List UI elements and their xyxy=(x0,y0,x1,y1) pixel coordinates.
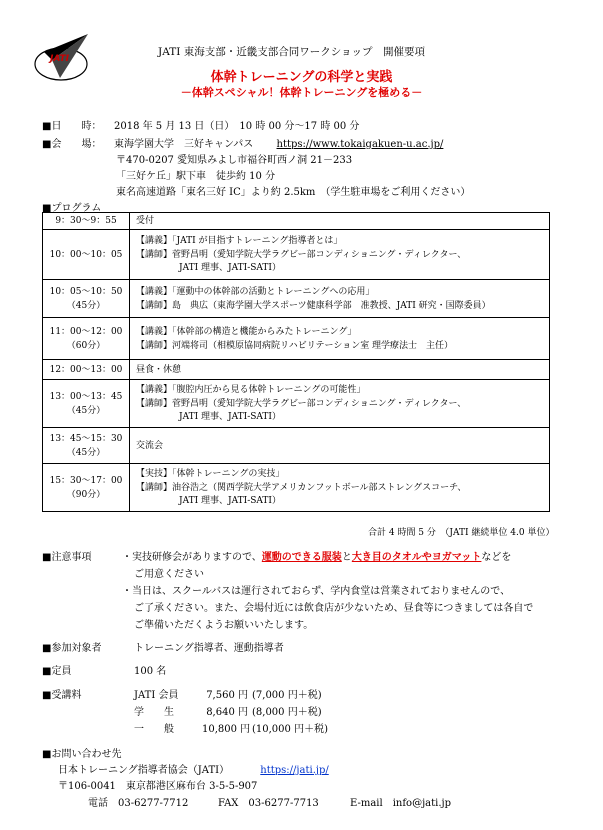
contact-fax: FAX 03-6277-7713 xyxy=(218,798,319,809)
fee-label: ■受講料 xyxy=(42,690,82,701)
program-row xyxy=(43,360,550,380)
program-content: 【講義】「腹腔内圧から見る体幹トレーニングの可能性」 【講師】菅野昌明（愛知学院大学ラグビー部コンディショニング・ディレクター、 JATI 理事、JATI-SATI） xyxy=(130,380,550,428)
program-content: 受付 xyxy=(130,213,550,230)
program-row xyxy=(43,318,550,360)
program-row xyxy=(43,213,550,230)
program-table xyxy=(42,212,550,512)
contact-address: 〒106-0041 東京都港区麻布台 3-5-5-907 xyxy=(58,781,258,792)
note-1-cont: ご用意ください xyxy=(134,569,204,580)
contact-label: ■お問い合わせ先 xyxy=(42,749,122,760)
note-2-cont2: ご準備いただくようお願いいたします。 xyxy=(134,620,314,631)
program-total: 合計 4 時間 5 分 （JATI 継続単位 4.0 単位） xyxy=(368,528,555,538)
program-row xyxy=(43,464,550,512)
target-value: トレーニング指導者、運動指導者 xyxy=(134,643,284,654)
program-row xyxy=(43,428,550,464)
program-time: 13：00～13：45 （45分） xyxy=(43,380,130,428)
capacity-label: ■定員 xyxy=(42,666,72,677)
note-highlight-towel: 大き目のタオルやヨガマット xyxy=(351,552,482,563)
program-row xyxy=(43,280,550,318)
logo-text: JATI xyxy=(50,54,69,64)
note-highlight-clothing: 運動のできる服装 xyxy=(261,552,342,563)
page-title: 体幹トレーニングの科学と実践 xyxy=(210,70,393,85)
venue-address: 〒470-0207 愛知県みよし市福谷町西ノ洞 21－233 xyxy=(116,155,353,166)
program-time: 10：05～10：50 （45分） xyxy=(43,280,130,318)
program-time: 15：30～17：00 （90分） xyxy=(43,464,130,512)
program-row xyxy=(43,380,550,428)
target-label: ■参加対象者 xyxy=(42,643,102,654)
program-time: 13：45～15：30 （45分） xyxy=(43,428,130,464)
fee-row: 一 般 10,800 円 (10,000 円＋税) xyxy=(134,724,328,735)
fee-row: JATI 会員 7,560 円 (7,000 円＋税) xyxy=(134,690,322,701)
date-value: 2018 年 5 月 13 日（日） 10 時 00 分～17 時 00 分 xyxy=(114,121,360,132)
program-label: ■プログラム xyxy=(42,203,102,214)
note-2: ・当日は、スクールバスは運行されておらず、学内食堂は営業されておりませんので、 xyxy=(122,586,511,597)
program-content: 昼食・休憩 xyxy=(130,360,550,380)
date-label: ■日 時： xyxy=(42,121,102,132)
program-content: 【講義】「JATI が目指すトレーニング指導者とは」 【講師】菅野昌明（愛知学院大学ラグビー部コンディショニング・ディレクター、 JATI 理事、JATI-SATI） xyxy=(130,230,550,280)
venue-access-train: 「三好ケ丘」駅下車 徒歩約 10 分 xyxy=(116,171,276,182)
note-2-cont: ご了承ください。また、会場付近には飲食店が少ないため、昼食等につきましては各自で xyxy=(134,603,534,614)
venue-name: 東海学園大学 三好キャンパス xyxy=(114,139,254,150)
program-time: 12：00～13：00 xyxy=(43,360,130,380)
program-content: 交流会 xyxy=(130,428,550,464)
venue-link[interactable]: https://www.tokaigakuen-u.ac.jp/ xyxy=(276,139,444,150)
program-content: 【講義】「運動中の体幹部の活動とトレーニングへの応用」 【講師】島 典広（東海学園大学スポーツ健康科学部 准教授、JATI 研究・国際委員） xyxy=(130,280,550,318)
contact-email: E-mail info@jati.jp xyxy=(350,798,452,809)
venue-access-car: 東名高速道路「東名三好 IC」より約 2.5km （学生駐車場をご利用ください） xyxy=(116,187,471,198)
program-time: 11：00～12：00 （60分） xyxy=(43,318,130,360)
date-row xyxy=(42,117,359,132)
program-content: 【実技】「体幹トレーニングの実技」 【講師】油谷浩之（関西学院大学アメリカンフットボール部ストレングスコーチ、 JATI 理事、JATI-SATI） xyxy=(130,464,550,512)
capacity-value: 100 名 xyxy=(134,666,167,677)
program-row xyxy=(43,230,550,280)
header-line: JATI 東海支部・近畿支部合同ワークショップ 開催要項 xyxy=(158,46,425,58)
program-time: 9：30～9：55 xyxy=(43,213,130,230)
venue-row xyxy=(42,135,443,150)
contact-tel: 電話 03-6277-7712 xyxy=(88,798,189,809)
contact-link[interactable]: https://jati.jp/ xyxy=(260,765,329,776)
fee-row: 学 生 8,640 円 (8,000 円＋税) xyxy=(134,707,322,718)
contact-org: 日本トレーニング指導者協会（JATI） https://jati.jp/ xyxy=(58,765,329,776)
program-content: 【講義】「体幹部の構造と機能からみたトレーニング」 【講師】河端将司（相模原協同病院リハビリテーション室 理学療法士 主任） xyxy=(130,318,550,360)
page-subtitle: －体幹スペシャル！体幹トレーニングを極める－ xyxy=(180,86,423,99)
venue-label: ■会 場： xyxy=(42,139,102,150)
program-time: 10：00～10：05 xyxy=(43,230,130,280)
note-1: ・実技研修会がありますので、運動のできる服装と大き目のタオルやヨガマットなどを xyxy=(122,552,512,563)
notes-label: ■注意事項 xyxy=(42,552,92,563)
